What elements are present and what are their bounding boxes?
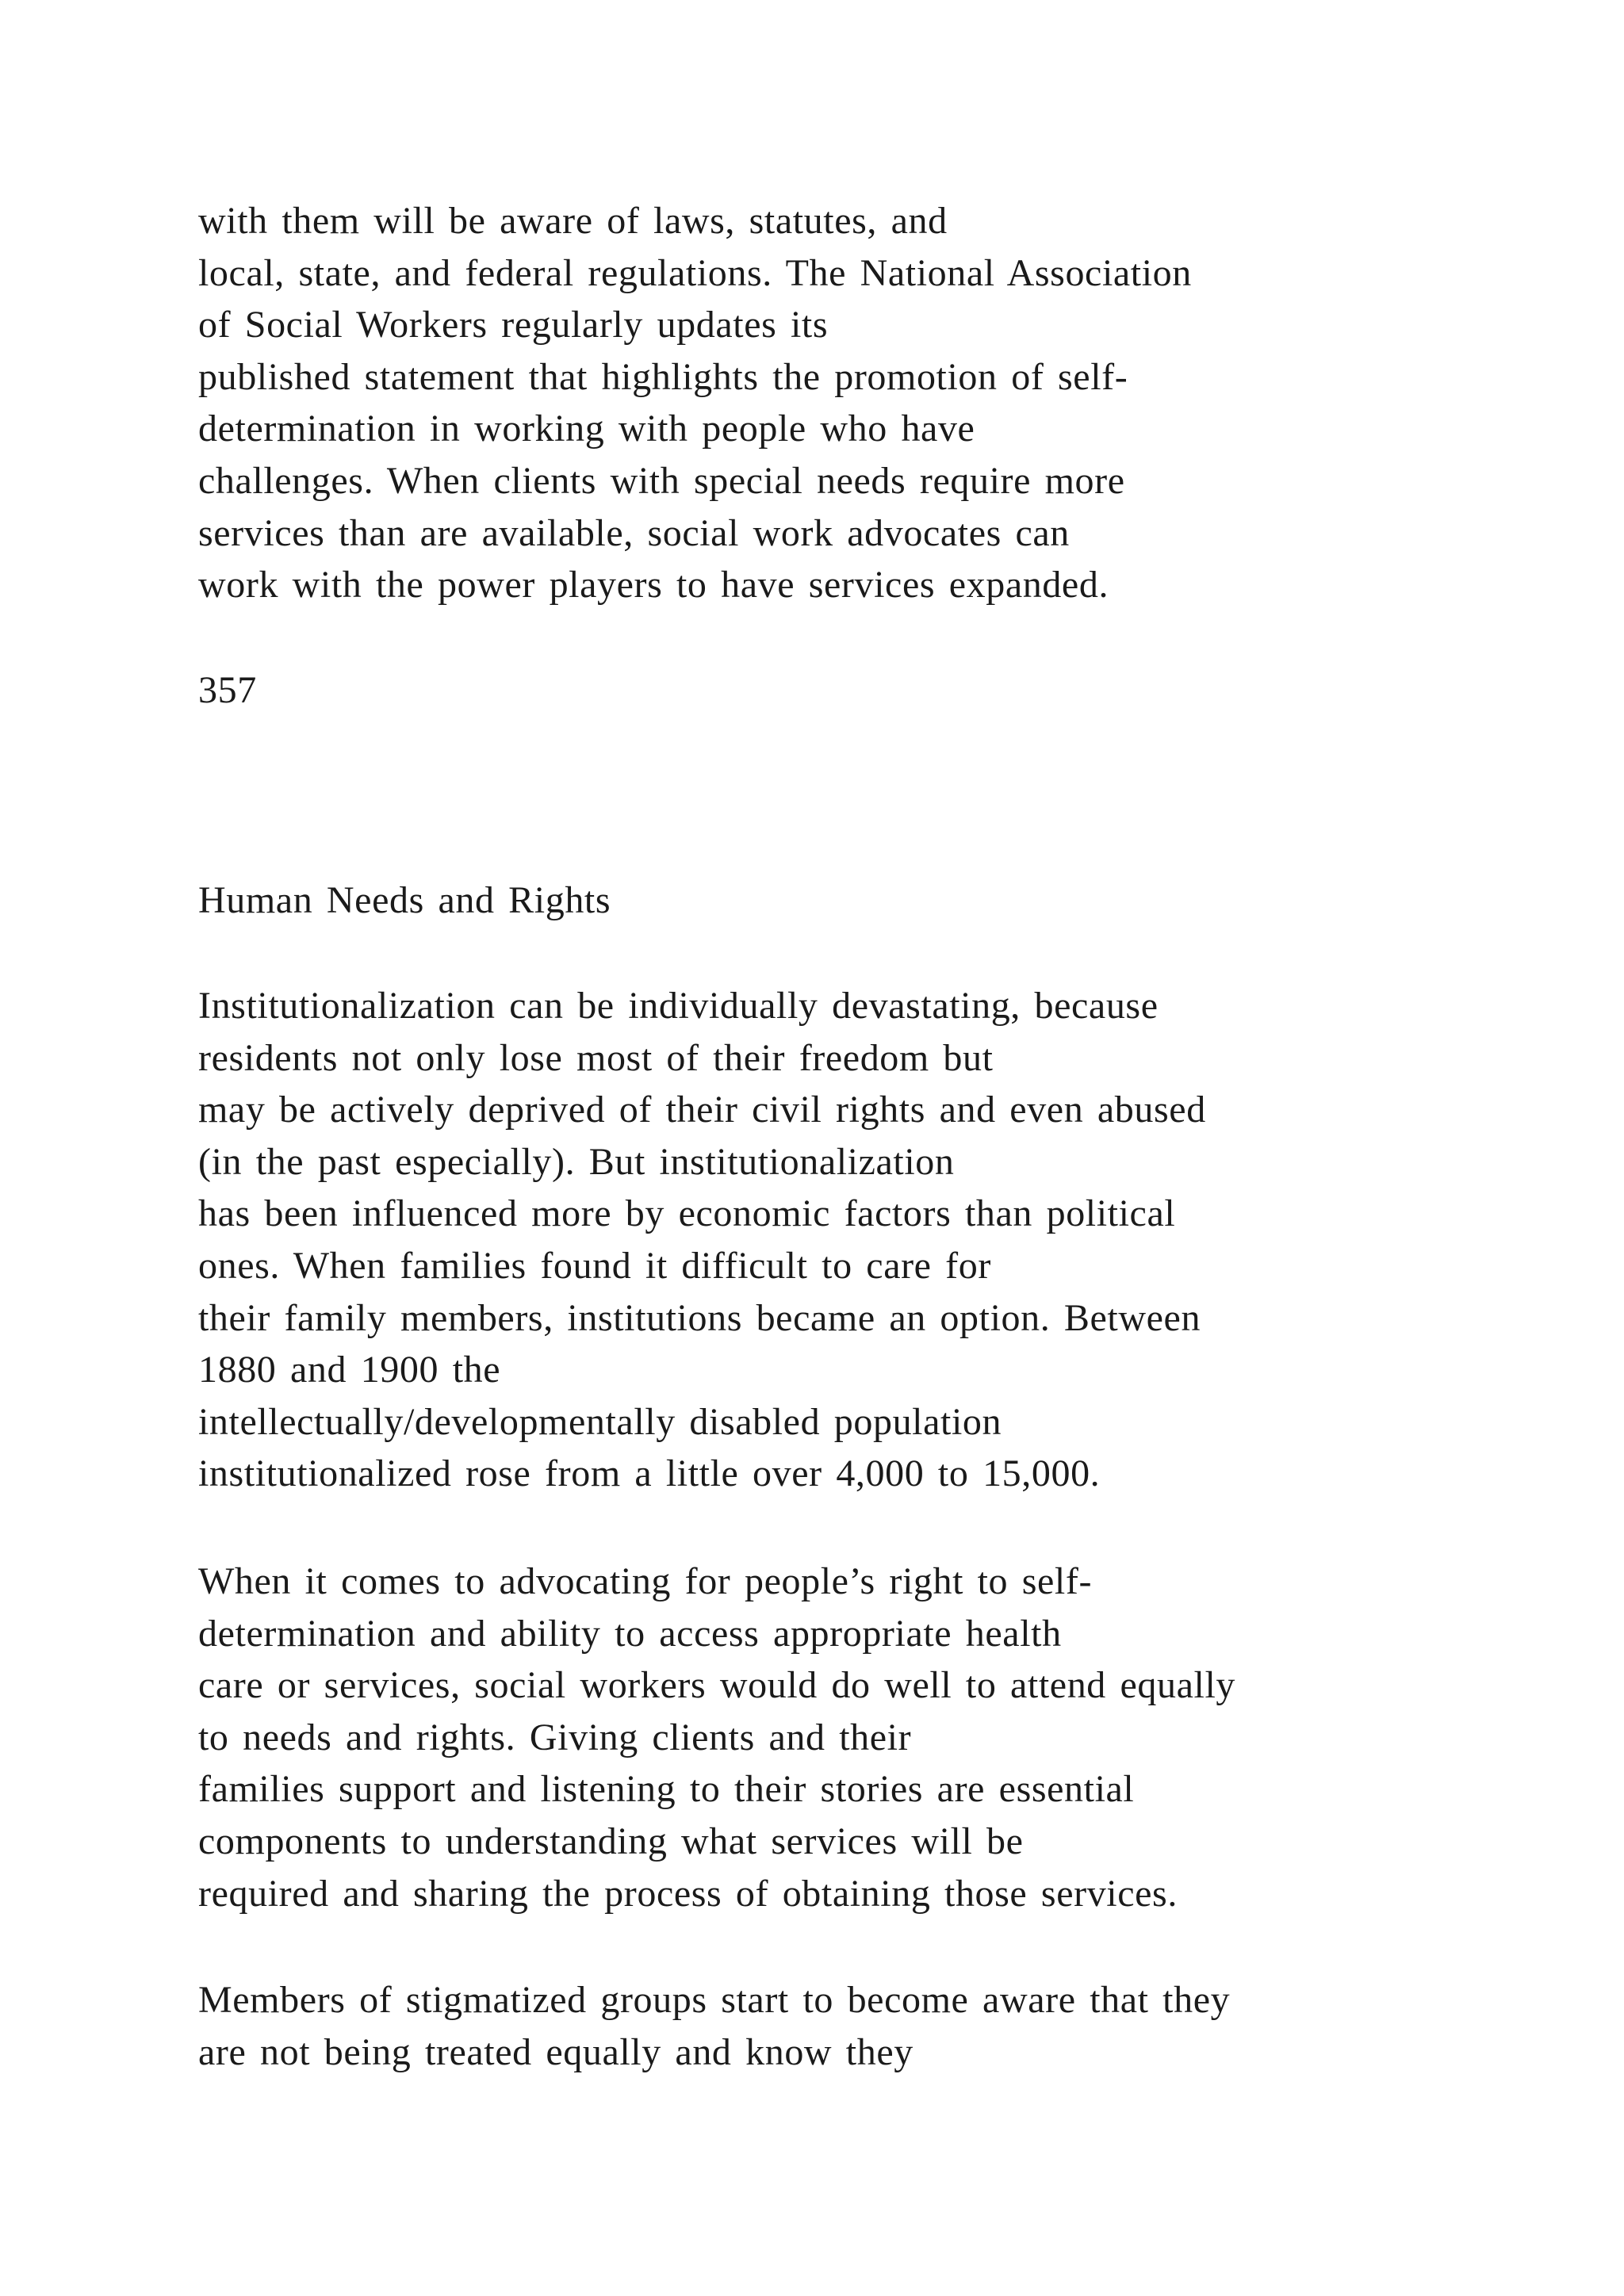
paragraph-institutionalization [198, 980, 1206, 1500]
paragraph-advocating [198, 1556, 1235, 1919]
section-heading-text: Human Needs and Rights [198, 879, 611, 921]
section-heading [198, 874, 611, 927]
text-line: local, state, and federal regulations. The National Association [198, 251, 1192, 294]
text-line: has been influenced more by economic factors than political [198, 1192, 1176, 1235]
text-line: When it comes to advocating for people’s right to self- [198, 1560, 1093, 1602]
text-line: intellectually/developmentally disabled population [198, 1400, 1002, 1443]
text-line: families support and listening to their stories are essential [198, 1768, 1135, 1811]
text-line: to needs and rights. Giving clients and their [198, 1716, 912, 1758]
page-number [198, 664, 257, 717]
text-line: components to understanding what services will be [198, 1820, 1024, 1862]
text-line: determination and ability to access appropriate health [198, 1612, 1062, 1655]
text-line: may be actively deprived of their civil rights and even abused [198, 1089, 1206, 1131]
text-line: Institutionalization can be individually devastating, because [198, 985, 1159, 1027]
text-line: ones. When families found it difficult to care for [198, 1244, 991, 1287]
text-line: of Social Workers regularly updates its [198, 304, 829, 346]
text-line: residents not only lose most of their freedom but [198, 1036, 994, 1079]
text-line: required and sharing the process of obtaining those services. [198, 1872, 1178, 1915]
text-line: are not being treated equally and know they [198, 2030, 914, 2073]
text-line: with them will be aware of laws, statutes, and [198, 200, 948, 242]
text-line: care or services, social workers would do well to attend equally [198, 1664, 1235, 1707]
text-line: 1880 and 1900 the [198, 1349, 501, 1391]
text-line: services than are available, social work advocates can [198, 511, 1070, 554]
text-line: work with the power players to have services expanded. [198, 564, 1109, 607]
text-line: challenges. When clients with special needs require more [198, 459, 1125, 502]
paragraph-laws-and-regulations [198, 195, 1192, 611]
text-line: determination in working with people who have [198, 408, 975, 450]
text-line: institutionalized rose from a little over 4,000 to 15,000. [198, 1452, 1101, 1495]
text-line: their family members, institutions became an option. Between [198, 1296, 1201, 1339]
paragraph-stigmatized-groups [198, 1974, 1230, 2078]
text-line: published statement that highlights the promotion of self- [198, 355, 1128, 398]
text-line: Members of stigmatized groups start to become aware that they [198, 1979, 1231, 2021]
text-line: (in the past especially). But institutionalization [198, 1140, 955, 1183]
page-number-text: 357 [198, 669, 257, 711]
